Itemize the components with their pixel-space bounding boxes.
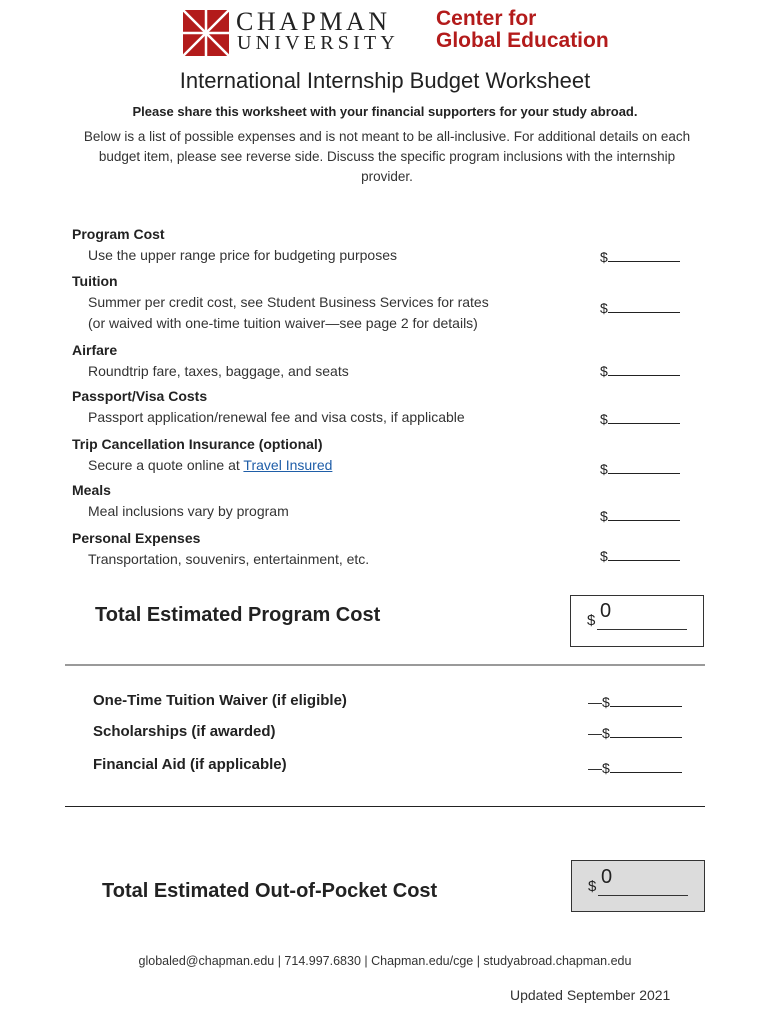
expense-category-airfare: Airfare [72,342,118,358]
logo-university-text: UNIVERSITY [237,32,399,54]
total-underline [597,629,687,630]
expense-category-passport-visa: Passport/Visa Costs [72,388,208,404]
page-subtitle: Please share this worksheet with your financial supporters for your study abroad. [132,104,638,119]
section-divider [65,664,705,666]
out-of-pocket-dollar-sign: $ [588,878,597,895]
contact-footer: globaled@chapman.edu | 714.997.6830 | Chapman.edu/cge | studyabroad.chapman.edu [138,954,632,968]
chapman-logo-mark-icon [183,10,229,56]
expense-category-tuition: Tuition [72,273,118,289]
total-out-of-pocket-label: Total Estimated Out-of-Pocket Cost [102,880,438,902]
total-dollar-sign: $ [587,612,596,629]
amount-field-airfare[interactable]: $ [600,361,680,379]
total-out-of-pocket-box[interactable] [571,860,705,912]
deduction-tuition-waiver-field[interactable]: —$ [588,692,682,710]
page-title: International Internship Budget Worksheet [179,68,591,93]
section-divider-bottom [65,806,705,807]
expense-description-line2: (or waived with one-time tuition waiver—see page 2 for details) [88,315,478,331]
expense-description: Transportation, souvenirs, entertainment, etc. [88,551,370,567]
updated-date: Updated September 2021 [510,987,671,1003]
amount-field-passport-visa[interactable]: $ [600,409,680,427]
expense-category-meals: Meals [72,482,111,498]
out-of-pocket-underline [598,895,688,896]
intro-paragraph: Below is a list of possible expenses and is not meant to be all-inclusive. For additional details on each budget item, please see reverse side. Discuss the specific program inclusions with the internship provider. [83,129,691,184]
total-program-cost-label: Total Estimated Program Cost [95,604,381,626]
expense-description: Passport application/renewal fee and visa costs, if applicable [88,409,465,425]
expense-description: Use the upper range price for budgeting purposes [88,247,397,263]
expense-description: Summer per credit cost, see Student Business Services for rates [88,294,489,310]
deduction-scholarships-label: Scholarships (if awarded) [93,723,276,740]
total-program-cost-box[interactable] [570,595,704,647]
center-name-line1: Center for [436,7,537,30]
deduction-financial-aid-label: Financial Aid (if applicable) [93,756,287,773]
expense-description: Meal inclusions vary by program [88,503,289,519]
total-out-of-pocket-value: 0 [601,866,613,888]
expense-description: Secure a quote online at Travel Insured [88,457,333,473]
logo-chapman-text: CHAPMAN [236,7,391,36]
amount-field-personal[interactable]: $ [600,546,680,564]
deduction-scholarships-field[interactable]: —$ [588,723,682,741]
center-name-line2: Global Education [436,29,609,52]
expense-description: Roundtrip fare, taxes, baggage, and seats [88,363,349,379]
total-program-cost-value: 0 [600,600,612,622]
expense-category-program-cost: Program Cost [72,226,165,242]
expense-category-personal: Personal Expenses [72,530,201,546]
deduction-tuition-waiver-label: One-Time Tuition Waiver (if eligible) [93,692,347,709]
deduction-financial-aid-field[interactable]: —$ [588,758,682,776]
amount-field-tuition[interactable]: $ [600,298,680,316]
amount-field-trip-insurance[interactable]: $ [600,459,680,477]
amount-field-program-cost[interactable]: $ [600,247,680,265]
travel-insured-link[interactable]: Travel Insured [243,457,333,473]
amount-field-meals[interactable]: $ [600,506,680,524]
expense-category-trip-insurance: Trip Cancellation Insurance (optional) [72,436,323,452]
